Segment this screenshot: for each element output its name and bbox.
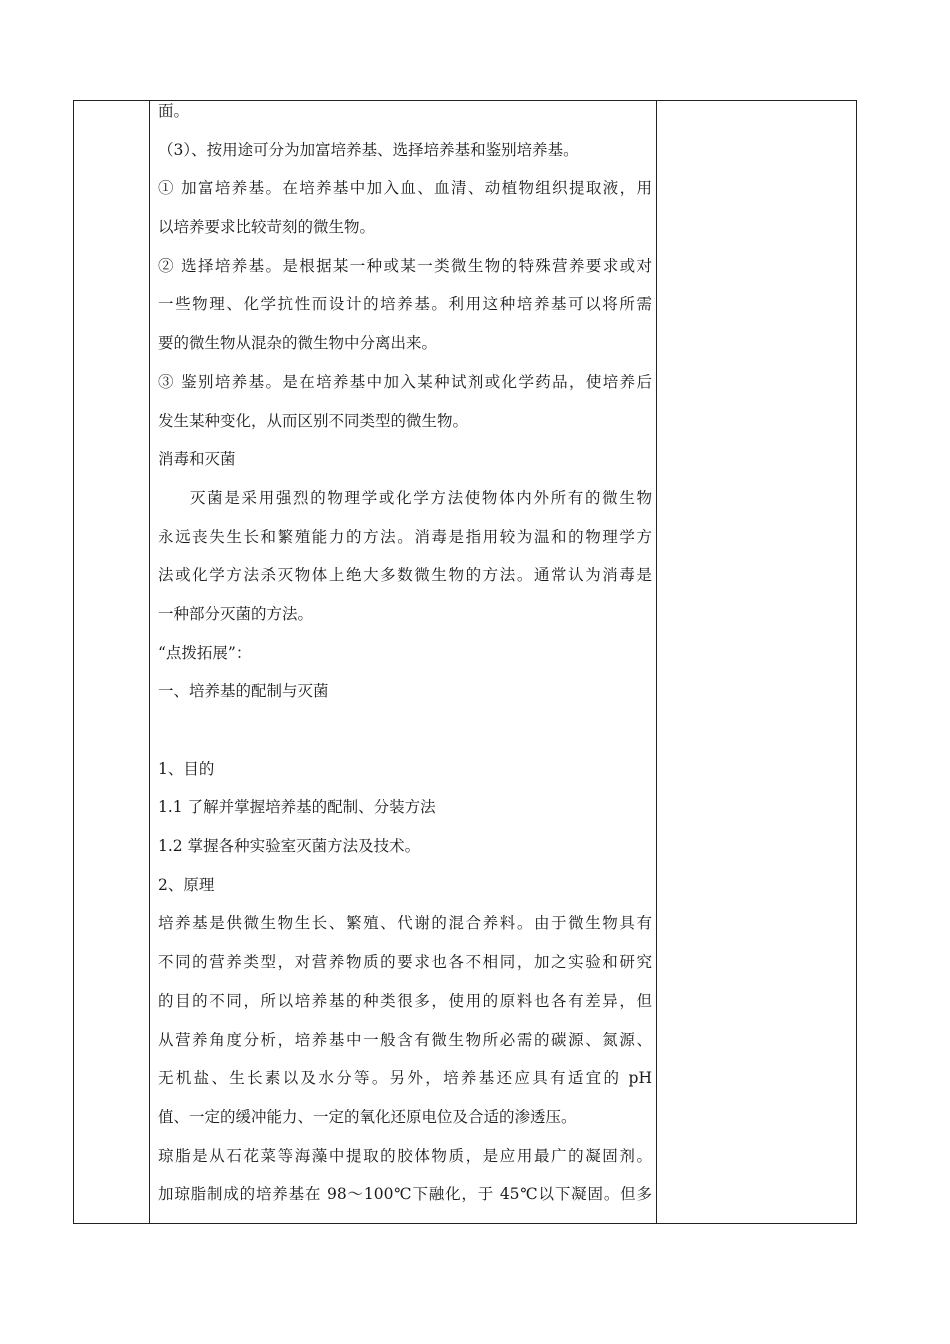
text-line: （3）、按用途可分为加富培养基、选择培养基和鉴别培养基。: [158, 140, 579, 159]
lesson-table: [73, 100, 857, 1224]
content-column-cell: [150, 101, 657, 1224]
text-line: 1.2 掌握各种实验室灭菌方法及技术。: [158, 837, 421, 856]
text-line: 1.1 了解并掌握培养基的配制、分装方法: [158, 798, 436, 817]
left-column-cell: [74, 101, 150, 1224]
text-line: 值、一定的缓冲能力、一定的氧化还原电位及合适的渗透压。: [158, 1107, 577, 1126]
section-heading: 消毒和灭菌: [158, 450, 236, 469]
section-heading: “点拨拓展”：: [158, 643, 252, 662]
right-column-cell: [657, 101, 857, 1224]
text-line: 的目的不同，所以培养基的种类很多，使用的原料也各有差异，但: [158, 991, 652, 1010]
text-line: ② 选择培养基。是根据某一种或某一类微生物的特殊营养要求或对: [158, 256, 652, 275]
blank-line: [158, 720, 652, 759]
text-line: 以培养要求比较苛刻的微生物。: [158, 218, 376, 237]
text-line: 一些物理、化学抗性而设计的培养基。利用这种培养基可以将所需: [158, 295, 652, 314]
text-line: 加琼脂制成的培养基在 98～100℃下融化，于 45℃以下凝固。但多: [158, 1185, 652, 1204]
content-text: [150, 101, 656, 1204]
text-line: 琼脂是从石花菜等海藻中提取的胶体物质，是应用最广的凝固剂。: [158, 1146, 652, 1165]
section-heading: 一、培养基的配制与灭菌: [158, 682, 329, 701]
text-line: 永远丧失生长和繁殖能力的方法。消毒是指用较为温和的物理学方: [158, 527, 652, 546]
text-line: 要的微生物从混杂的微生物中分离出来。: [158, 334, 438, 353]
text-line: 法或化学方法杀灭物体上绝大多数微生物的方法。通常认为消毒是: [158, 566, 652, 585]
text-line: 一种部分灭菌的方法。: [158, 604, 314, 623]
text-line: 无机盐、生长素以及水分等。另外，培养基还应具有适宜的 pH: [158, 1069, 652, 1088]
text-line: 发生某种变化，从而区别不同类型的微生物。: [158, 411, 469, 430]
text-line: ③ 鉴别培养基。是在培养基中加入某种试剂或化学药品，使培养后: [158, 372, 652, 391]
section-heading: 2、原理: [158, 875, 215, 894]
text-line: ① 加富培养基。在培养基中加入血、血清、动植物组织提取液，用: [158, 179, 652, 198]
table-row: [74, 101, 857, 1224]
text-line: 面。: [158, 102, 190, 120]
text-line: 不同的营养类型，对营养物质的要求也各不相同，加之实验和研究: [158, 953, 652, 972]
text-line: 从营养角度分析，培养基中一般含有微生物所必需的碳源、氮源、: [158, 1030, 652, 1049]
text-line: 灭菌是采用强烈的物理学或化学方法使物体内外所有的微生物: [190, 488, 652, 507]
text-line: 培养基是供微生物生长、繁殖、代谢的混合养料。由于微生物具有: [158, 914, 652, 933]
section-heading: 1、目的: [158, 759, 215, 778]
